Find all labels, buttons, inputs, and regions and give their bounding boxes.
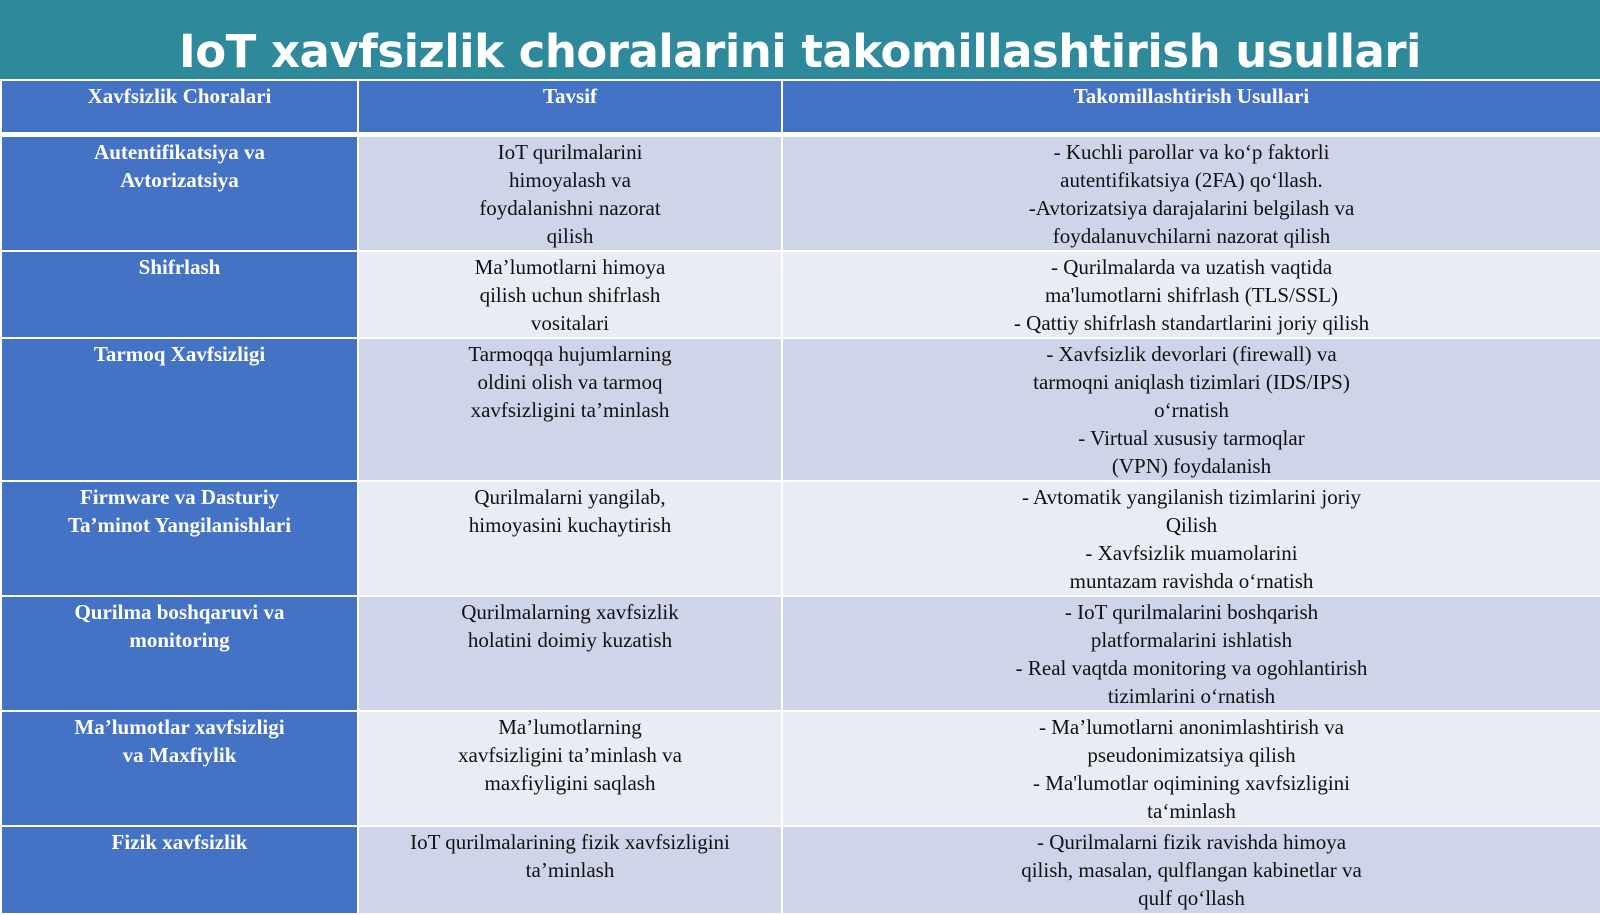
cell-text-line: IoT qurilmalarini — [497, 140, 643, 164]
methods-cell — [782, 338, 1600, 481]
header-description: Tavsif — [358, 80, 782, 135]
table-row — [1, 826, 1600, 914]
description-cell — [358, 481, 782, 596]
cell-text-line: Tarmoq Xavfsizligi — [93, 342, 266, 366]
cell-text-line: o‘rnatish — [1154, 398, 1229, 422]
cell-text-line: - Xavfsizlik devorlari (firewall) va — [1046, 342, 1337, 366]
cell-text-line: Qilish — [1165, 513, 1218, 537]
description-cell — [358, 711, 782, 826]
security-measures-table — [0, 79, 1600, 915]
cell-text-line: monitoring — [129, 628, 230, 652]
cell-text-line: (VPN) foydalanish — [1111, 454, 1272, 478]
table-row — [1, 338, 1600, 481]
cell-text-line: Ma’lumotlarni himoya — [474, 255, 666, 279]
table-row — [1, 135, 1600, 252]
cell-text-line: platformalarini ishlatish — [1090, 628, 1293, 652]
table-row — [1, 711, 1600, 826]
cell-text-line: pseudonimizatsiya qilish — [1087, 743, 1296, 767]
methods-cell — [782, 826, 1600, 914]
cell-text-line: Qurilmalarni yangilab, — [474, 485, 666, 509]
cell-text-line: qilish uchun shifrlash — [479, 283, 661, 307]
methods-cell — [782, 596, 1600, 711]
cell-text-line: - Qurilmalarda va uzatish vaqtida — [1050, 255, 1333, 279]
cell-text-line: va Maxfiylik — [122, 743, 237, 767]
cell-text-line: Ma’lumotlarning — [498, 715, 642, 739]
cell-text-line: autentifikatsiya (2FA) qo‘llash. — [1060, 168, 1323, 192]
cell-text-line: xavfsizligini ta’minlash va — [458, 743, 682, 767]
measure-cell — [1, 596, 358, 711]
table-header-row — [1, 80, 1600, 135]
cell-text-line: - Ma'lumotlar oqimining xavfsizligini — [1033, 771, 1350, 795]
cell-text-line: Fizik xavfsizlik — [111, 830, 248, 854]
methods-cell — [782, 135, 1600, 252]
table-body — [1, 135, 1600, 915]
methods-cell — [782, 481, 1600, 596]
cell-text-line: - Real vaqtda monitoring va ogohlantirish — [1015, 656, 1368, 680]
cell-text-line: holatini doimiy kuzatish — [467, 628, 673, 652]
cell-text-line: tarmoqni aniqlash tizimlari (IDS/IPS) — [1033, 370, 1350, 394]
table-row — [1, 481, 1600, 596]
cell-text-line: Firmware va Dasturiy — [79, 485, 280, 509]
description-cell — [358, 596, 782, 711]
cell-text-line: -Avtorizatsiya darajalarini belgilash va — [1028, 196, 1355, 220]
cell-text-line: - Avtomatik yangilanish tizimlarini joriy — [1021, 485, 1362, 509]
cell-text-line: Qurilmalarning xavfsizlik — [461, 600, 679, 624]
description-cell — [358, 251, 782, 338]
measure-cell — [1, 826, 358, 914]
cell-text-line: Qurilma boshqaruvi va — [74, 600, 285, 624]
cell-text-line: - Ma’lumotlarni anonimlashtirish va — [1038, 715, 1345, 739]
cell-text-line: oldini olish va tarmoq — [477, 370, 663, 394]
cell-text-line: - IoT qurilmalarini boshqarish — [1064, 600, 1319, 624]
cell-text-line: - Qurilmalarni fizik ravishda himoya — [1036, 830, 1347, 854]
measure-cell — [1, 711, 358, 826]
cell-text-line: himoyalash va — [509, 168, 631, 192]
cell-text-line: xavfsizligini ta’minlash — [470, 398, 670, 422]
cell-text-line: - Xavfsizlik muamolarini — [1085, 541, 1298, 565]
header-methods: Takomillashtirish Usullari — [782, 80, 1600, 135]
cell-text-line: - Virtual xususiy tarmoqlar — [1078, 426, 1305, 450]
header-measures: Xavfsizlik Choralari — [1, 80, 358, 135]
cell-text-line: maxfiyligini saqlash — [484, 771, 656, 795]
cell-text-line: qilish, masalan, qulflangan kabinetlar va — [1021, 858, 1362, 882]
cell-text-line: qulf qo‘llash — [1138, 886, 1245, 910]
cell-text-line: himoyasini kuchaytirish — [468, 513, 672, 537]
cell-text-line: muntazam ravishda o‘rnatish — [1069, 569, 1314, 593]
cell-text-line: vositalari — [530, 311, 610, 335]
table-row — [1, 251, 1600, 338]
cell-text-line: ta‘minlash — [1147, 799, 1236, 823]
description-cell — [358, 826, 782, 914]
title-bar — [0, 0, 1600, 79]
measure-cell — [1, 481, 358, 596]
description-cell — [358, 135, 782, 252]
table-row — [1, 596, 1600, 711]
cell-text-line: foydalanuvchilarni nazorat qilish — [1052, 224, 1331, 248]
description-cell — [358, 338, 782, 481]
methods-cell — [782, 711, 1600, 826]
cell-text-line: Avtorizatsiya — [120, 168, 239, 192]
cell-text-line: IoT qurilmalarining fizik xavfsizligini — [410, 830, 730, 854]
cell-text-line: Shifrlash — [138, 255, 221, 279]
cell-text-line: foydalanishni nazorat — [479, 196, 661, 220]
methods-cell — [782, 251, 1600, 338]
cell-text-line: Ma’lumotlar xavfsizligi — [74, 715, 285, 739]
cell-text-line: tizimlarini o‘rnatish — [1107, 684, 1276, 708]
cell-text-line: ma'lumotlarni shifrlash (TLS/SSL) — [1044, 283, 1339, 307]
measure-cell — [1, 135, 358, 252]
cell-text-line: Autentifikatsiya va — [94, 140, 265, 164]
cell-text-line: qilish — [546, 224, 594, 248]
cell-text-line: Tarmoqqa hujumlarning — [468, 342, 672, 366]
cell-text-line: ta’minlash — [525, 858, 615, 882]
cell-text-line: - Qattiy shifrlash standartlarini joriy qilish — [1013, 311, 1370, 335]
cell-text-line: Ta’minot Yangilanishlari — [67, 513, 292, 537]
measure-cell — [1, 251, 358, 338]
cell-text-line: - Kuchli parollar va ko‘p faktorli — [1053, 140, 1330, 164]
slide-title: IoT xavfsizlik choralarini takomillashtirish usullari — [179, 25, 1421, 78]
measure-cell — [1, 338, 358, 481]
